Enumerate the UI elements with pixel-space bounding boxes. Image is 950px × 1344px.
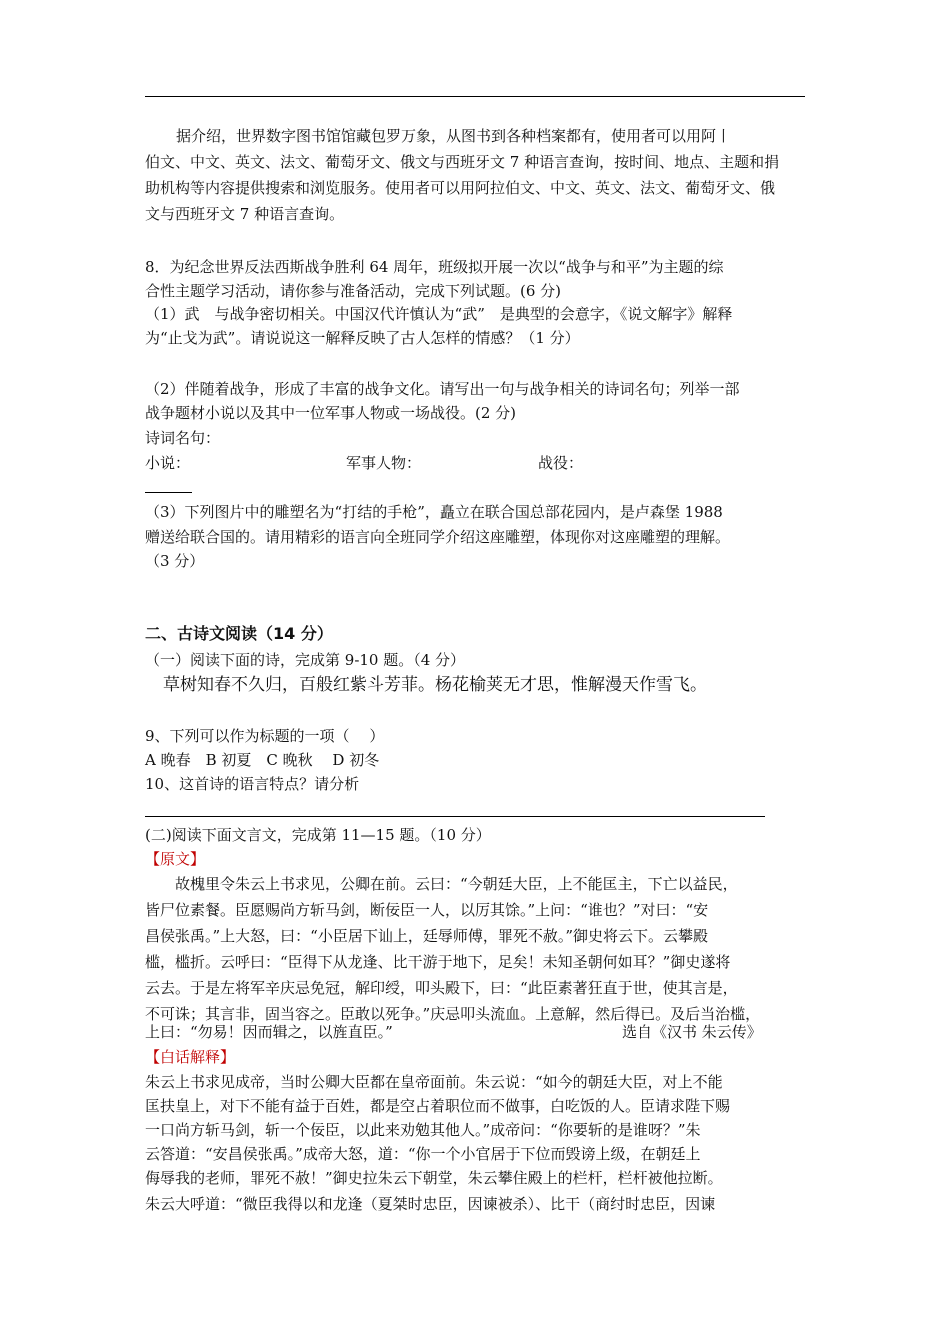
q8-line-2: 合性主题学习活动，请你参与准备活动，完成下列试题。(6 分): [145, 282, 562, 300]
vernacular-line-2: 匡扶皇上，对下不能有益于百姓，都是空占着职位而不做事，白吃饭的人。臣请求陛下赐: [145, 1097, 731, 1115]
intro-line-3: 助机构等内容提供搜索和浏览服务。使用者可以用阿拉伯文、中文、英文、法文、葡萄牙文、俄: [145, 179, 776, 197]
q9-options: A 晚春 B 初夏 C 晚秋 D 初冬: [145, 751, 380, 769]
vernacular-line-5: 侮辱我的老师，罪死不赦！”御史拉朱云下朝堂，朱云攀住殿上的栏杆，栏杆被他拉断。: [145, 1169, 723, 1187]
vernacular-line-3: 一口尚方斩马剑，斩一个佞臣，以此来劝勉其他人。”成帝问：“你要斩的是谁呀？”朱: [145, 1121, 701, 1139]
novel-label: 小说：: [145, 454, 191, 472]
vernacular-line-4: 云答道：“安昌侯张禹。”成帝大怒，道：“你一个小官居于下位而毁谤上级，在朝廷上: [145, 1145, 701, 1163]
answer-blank: [145, 492, 192, 493]
section-2-sub-2: (二)阅读下面文言文，完成第 11—15 题。（10 分）: [145, 826, 491, 844]
poem-quote-label: 诗词名句：: [145, 429, 221, 447]
original-line-7: 上曰：“勿易！因而辑之，以旌直臣。”: [145, 1023, 393, 1041]
q8-part2-line-2: 战争题材小说以及其中一位军事人物或一场战役。(2 分): [145, 404, 517, 422]
original-line-1: 故槐里令朱云上书求见，公卿在前。云曰：“今朝廷大臣，上不能匡主，下亡以益民，: [145, 875, 738, 893]
poem-text: 草树知春不久归，百般红紫斗芳菲。杨花榆荚无才思，惟解漫天作雪飞。: [163, 675, 707, 695]
q8-part3-line-1: （3）下列图片中的雕塑名为“打结的手枪”，矗立在联合国总部花园内，是卢森堡 1988: [145, 503, 723, 521]
vernacular-line-6: 朱云大呼道：“微臣我得以和龙逢（夏桀时忠臣，因谏被杀）、比干（商纣时忠臣，因谏: [145, 1195, 716, 1213]
intro-line-4: 文与西班牙文 7 种语言查询。: [145, 205, 345, 223]
top-rule: [145, 96, 805, 97]
section-2-sub-1: （一）阅读下面的诗，完成第 9-10 题。（4 分）: [145, 651, 466, 669]
section-2-title: 二、古诗文阅读（14 分）: [145, 624, 333, 643]
original-line-3: 昌侯张禹。”上大怒，曰：“小臣居下讪上，廷辱师傅，罪死不赦。”御史将云下。云攀殿: [145, 927, 709, 945]
q8-part2-line-1: （2）伴随着战争，形成了丰富的战争文化。请写出一句与战争相关的诗词名句；列举一部: [145, 380, 740, 398]
original-text-tag: 【原文】: [145, 850, 206, 868]
original-line-4: 槛，槛折。云呼曰：“臣得下从龙逢、比干游于地下，足矣！未知圣朝何如耳？”御史遂将: [145, 953, 731, 971]
military-figure-label: 军事人物：: [346, 454, 422, 472]
q9-text: 9、下列可以作为标题的一项（ ）: [145, 727, 385, 745]
source-citation: 选自《汉书 朱云传》: [622, 1023, 762, 1041]
original-line-6: 不可诛；其言非，固当容之。臣敢以死争。”庆忌叩头流血。上意解，然后得已。及后当治槛，: [145, 1005, 761, 1023]
original-line-2: 皆尸位素餐。臣愿赐尚方斩马剑，断佞臣一人，以厉其馀。”上问：“谁也？”对曰：“安: [145, 901, 709, 919]
q8-part3-line-3: （3 分）: [145, 552, 205, 570]
intro-line-2: 伯文、中文、英文、法文、葡萄牙文、俄文与西班牙文 7 种语言查询，按时间、地点、主题和捐: [145, 153, 780, 171]
q8-part1-line-1: （1）武 与战争密切相关。中国汉代许慎认为“武” 是典型的会意字，《说文解字》解释: [145, 305, 733, 323]
original-line-5: 云去。于是左将军辛庆忌免冠，解印绶，叩头殿下，曰：“此臣素著狂直于世，使其言是，: [145, 979, 738, 997]
intro-line-1: 据介绍，世界数字图书馆馆藏包罗万象，从图书到各种档案都有，使用者可以用阿丨: [176, 127, 732, 145]
battle-label: 战役：: [538, 454, 584, 472]
vernacular-line-1: 朱云上书求见成帝，当时公卿大臣都在皇帝面前。朱云说：“如今的朝廷大臣，对上不能: [145, 1073, 723, 1091]
q8-part1-line-2: 为“止戈为武”。请说说这一解释反映了古人怎样的情感？（1 分）: [145, 329, 580, 347]
q8-part3-line-2: 赠送给联合国的。请用精彩的语言向全班同学介绍这座雕塑，体现你对这座雕塑的理解。: [145, 528, 731, 546]
q10-answer-line: [145, 816, 765, 817]
q10-text: 10、这首诗的语言特点？请分析: [145, 775, 360, 793]
vernacular-tag: 【白话解释】: [145, 1048, 236, 1066]
q8-line-1: 8．为纪念世界反法西斯战争胜利 64 周年，班级拟开展一次以“战争与和平”为主题的综: [145, 258, 724, 276]
